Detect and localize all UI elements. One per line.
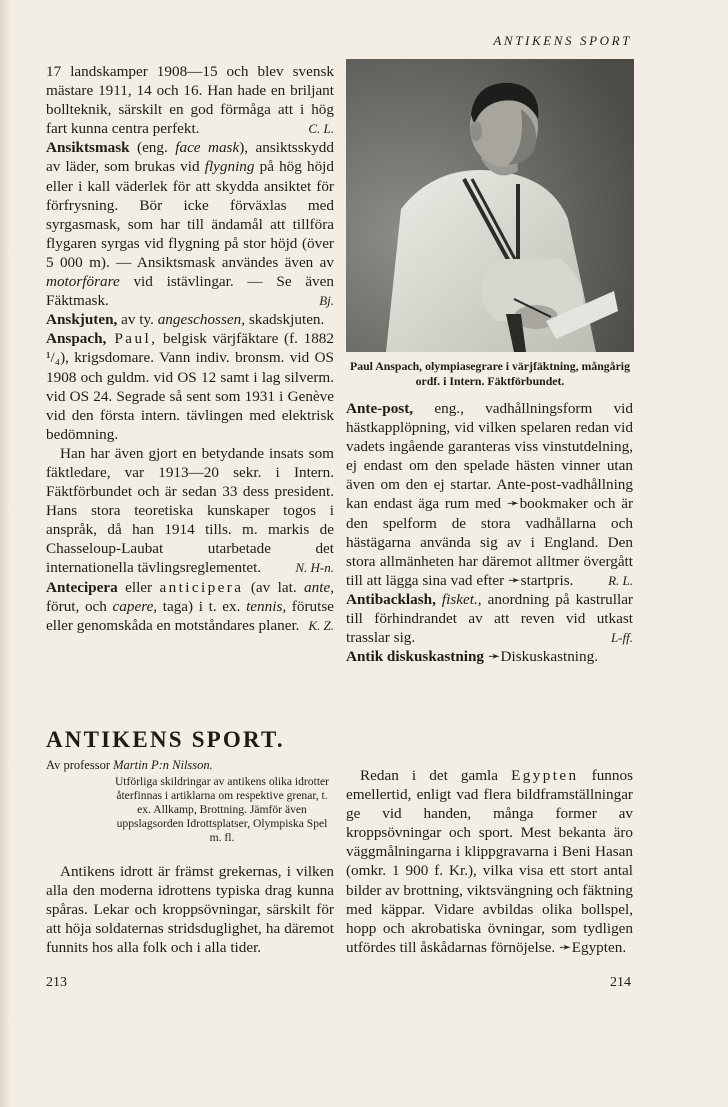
portrait-photo [346, 59, 634, 352]
left-column [46, 62, 334, 635]
article-paragraph: Redan i det gamla Egypten funnos emellertid, enligt vad flera bildframställningar ge vid handen, många former av kroppsövningar och sport. Mest bekanta äro väggmålningarna i klippgravarna i Beni Hasan (omkr. 1 900 f. Kr.), vilka visa ett stort antal bilder av brottning, viktsvängning och fäktning med käppar. Vidare avbildas olika bollspel, hopp och akrobatiska övningar, som tydligen utfördes till åskådarnas förnöjelse. ➛Egypten. [346, 767, 633, 956]
cross-reference: ➛startpris. [507, 571, 574, 589]
entry-term: Ante-post, [346, 400, 414, 417]
photo-caption: Paul Anspach, olympiasegrare i värjfäktning, mångårig ordf. i Intern. Fäktförbundet. [350, 359, 630, 388]
entry-antecipera: Antecipera eller anticipera (av lat. ante, förut, och capere, taga) i t. ex. tennis, förutse eller genomskåda en motståndares planer. K. Z. [46, 578, 334, 634]
entry-term: Anspach, [46, 330, 107, 348]
entry-antik-diskuskastning [346, 647, 633, 666]
entry-term: Antibacklash, [346, 590, 436, 608]
cross-reference: ➛Diskuskastning. [484, 648, 599, 666]
running-head: ANTIKENS SPORT [493, 33, 632, 48]
entry-antibacklash: Antibacklash, fisket., anordning på kastrullar till förhindrandet av att reven vid utkast trasslar sig. L-ff. [346, 590, 633, 647]
signature: Bj. [319, 293, 334, 309]
right-column [346, 399, 633, 666]
entry-term: Antecipera [46, 578, 118, 596]
cross-reference: ➛bookmaker [506, 495, 588, 513]
entry-anskjuten: Anskjuten, av ty. angeschossen, skadskjuten. [46, 311, 325, 329]
article-paragraph: Antikens idrott är främst grekernas, i vilken alla den moderna idrottens typiska drag kunna spåras. Lekar och kroppsövningar, särskilt för att höja soldaternas stridsduglighet, ha däremot funnits hos alla folk och i alla tider. [46, 863, 334, 957]
page-binding-edge [0, 0, 10, 1107]
signature: L-ff. [610, 630, 633, 646]
entry-anspach: Anspach, Paul, belgisk värjfäktare (f. 1882 ¹/₄), krigsdomare. Vann indiv. bronsm. vid OS 1908 och guldm. vid OS 12 samt i lag silverm. vid OS 24. Segrade så sent som 1931 i Genève vid den första intern. tävlingen med elektrisk bedömning. [46, 330, 334, 443]
cross-reference: ➛Egypten. [558, 938, 627, 956]
entry-ansiktsmask: Ansiktsmask (eng. face mask), ansiktsskydd av läder, som brukas vid flygning på hög höjd eller i kall väderlek för att skydda ansiktet för förfrysning. Bör icke förväxlas med syrgasmask, som har till ändamål att tillföra flygaren syrgas vid flygning på stor höjd (över 5 000 m). — Ansiktsmask användes även av motorförare vid istävlingar. — Se även Fäktmask. Bj. [46, 139, 334, 310]
signature: N. H-n. [295, 560, 334, 576]
signature: K. Z. [308, 617, 334, 633]
fencer-portrait-illustration [346, 59, 634, 352]
entry-term: Ansiktsmask [46, 139, 130, 157]
signature: C. L. [308, 121, 334, 137]
page-number-left: 213 [46, 975, 67, 990]
article-byline: Av professor Martin P:n Nilsson. [46, 758, 213, 772]
entry-ante-post: Ante-post, eng., vadhållningsform vid hästkapplöpning, vid vilken spelaren redan vid vadets ingående garanteras viss vinstutdelning, ej endast om den spelade hästen vinner utan även om den ej startar. Ante-post-vadhållning kan endast äga rum med ➛bookmaker och är den spelform de stora vadhållarna och hästägarna använda sig av i England. Den stora allmänheten har däremot alltmer övergått till att lägga sina vad efter ➛startpris. R. L. [346, 400, 633, 589]
page-number-right: 214 [610, 975, 631, 990]
signature: R. L. [608, 572, 633, 588]
article-note: Utförliga skildringar av antikens olika idrotter återfinnas i artiklarna om respektive grenar, t. ex. Allkamp, Brottning. Jämför även uppslagsorden Idrottsplatser, Olympiska Spel m. fl. [114, 775, 330, 845]
article-right-column [346, 766, 633, 957]
entry-hockey-continuation: 17 landskamper 1908—15 och blev svensk mästare 1911, 14 och 16. Han hade en briljant bollteknik, särskilt en god förmåga att i hög fart kunna centra perfekt. C. L. [46, 63, 334, 138]
article-heading: ANTIKENS SPORT. [46, 727, 285, 752]
entry-term: Anskjuten, [46, 311, 118, 329]
entry-anspach-cont: Han har även gjort en betydande insats som fäktledare, var 1913—20 sekr. i Intern. Fäktförbundet och är sedan 33 dess president. Hans stora teoretiska kunskaper togos i anspråk, då han 1914 tills. m. markis de Chasseloup-Laubat utarbetade det internationella tävlingsreglementet. N. H-n. [46, 444, 334, 577]
article-left-column [46, 862, 334, 957]
entry-term: Antik diskuskastning [346, 648, 485, 666]
